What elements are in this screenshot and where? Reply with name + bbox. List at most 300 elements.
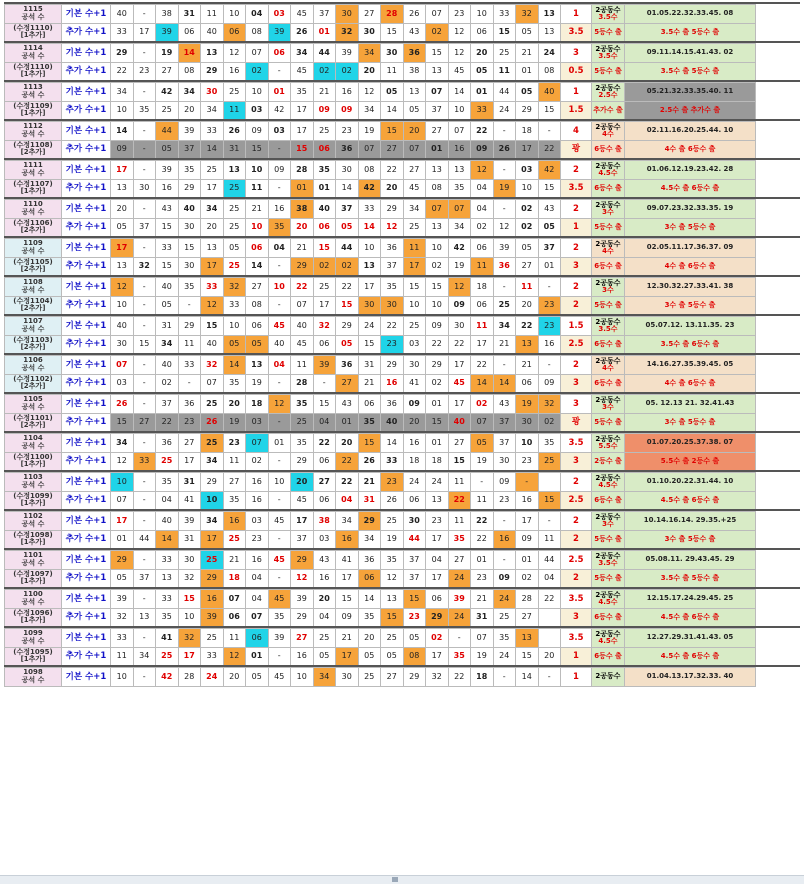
number-cell: 17 [448, 355, 472, 375]
number-cell: 15 [155, 257, 179, 277]
round-label-line: 공석 수 [21, 675, 45, 684]
number-cell: 33 [380, 452, 404, 472]
number-cell: 01 [268, 433, 292, 453]
number-cell: 06 [245, 628, 269, 648]
number-cell: 15 [425, 277, 449, 297]
number-cell: 16 [313, 569, 337, 589]
number-cell: 06 [313, 140, 337, 160]
row-kind-label: 추가 수+1 [61, 257, 111, 277]
round-label-line: 1103 [23, 473, 43, 482]
number-cell: 05 [358, 647, 382, 667]
table-row [4, 140, 800, 159]
bonus-summary [591, 277, 625, 297]
number-cell: 22 [110, 62, 134, 82]
number-cell: 30 [335, 667, 359, 687]
number-cell: 27 [448, 433, 472, 453]
round-label-line: [2추가] [20, 343, 46, 352]
number-cell: 20 [110, 199, 134, 219]
number-cell: 44 [403, 530, 427, 550]
bonus-line: 3수 [602, 285, 614, 294]
number-cell: 42 [538, 160, 562, 180]
number-cell: 25 [403, 218, 427, 238]
number-cell: 12 [448, 43, 472, 63]
round-label-line: 공석 수 [21, 480, 45, 489]
number-cell: 19 [358, 121, 382, 141]
number-cell: 29 [425, 608, 449, 628]
number-cell: 07 [470, 628, 494, 648]
bonus-line: 3.5수 [598, 558, 618, 567]
match-score: 1 [560, 647, 592, 667]
round-label-line: (수정1096) [13, 608, 53, 617]
round-label-line: [1추가] [20, 655, 46, 664]
number-cell: 44 [493, 82, 517, 102]
number-cell: 30 [335, 4, 359, 24]
round-label-line: 1100 [23, 590, 43, 599]
number-cell: 11 [110, 647, 134, 667]
number-cell: 16 [245, 472, 269, 492]
bonus-line: 3.5수 [598, 12, 618, 21]
number-cell: 30 [178, 550, 202, 570]
number-cell: 17 [200, 530, 224, 550]
number-cell: 11 [380, 62, 404, 82]
number-cell: 15 [493, 23, 517, 43]
bonus-line: 6등수 출 [594, 183, 622, 192]
number-cell: 13 [425, 491, 449, 511]
match-score: 2 [560, 238, 592, 258]
number-cell: - [133, 628, 157, 648]
number-cell: 17 [200, 179, 224, 199]
number-cell: 20 [358, 62, 382, 82]
number-cell: 35 [313, 160, 337, 180]
number-cell: 10 [245, 218, 269, 238]
number-cell: 08 [425, 179, 449, 199]
number-cell: 29 [290, 550, 314, 570]
number-cell: 19 [155, 43, 179, 63]
number-cell: - [133, 589, 157, 609]
result-line: 09.07.23.32.33.35. 19 [646, 204, 734, 213]
number-cell: 25 [538, 452, 562, 472]
number-cell: 29 [200, 472, 224, 492]
winning-result [624, 589, 756, 609]
round-label-line: (수정1105) [13, 257, 53, 266]
round-label-line: (수정1109) [13, 101, 53, 110]
number-cell: 40 [110, 4, 134, 24]
number-cell: 11 [223, 452, 247, 472]
number-cell: 13 [515, 335, 539, 355]
round-label [4, 316, 62, 336]
round-label [4, 433, 62, 453]
round-label [4, 608, 62, 628]
number-cell: - [268, 530, 292, 550]
bonus-line: 4수 [602, 246, 614, 255]
number-cell: 30 [358, 296, 382, 316]
number-cell: 08 [538, 62, 562, 82]
number-cell: 09 [425, 316, 449, 336]
result-line: 3수 출 5등수 출 [664, 222, 716, 231]
round-label-line: 공석 수 [21, 51, 45, 60]
table-row [4, 452, 800, 471]
number-cell: 37 [493, 433, 517, 453]
number-cell: 29 [425, 355, 449, 375]
number-cell: 25 [313, 121, 337, 141]
match-score: 2 [560, 355, 592, 375]
number-cell: 26 [403, 4, 427, 24]
number-cell: 39 [493, 238, 517, 258]
round-label [4, 550, 62, 570]
number-cell: 11 [200, 4, 224, 24]
table-row [4, 647, 800, 666]
round-group [4, 431, 800, 470]
number-cell: 40 [448, 413, 472, 433]
number-cell: - [493, 511, 517, 531]
number-cell: 21 [493, 335, 517, 355]
number-cell: 40 [155, 511, 179, 531]
number-cell: 41 [155, 628, 179, 648]
number-cell: 05 [335, 218, 359, 238]
number-cell: 40 [268, 335, 292, 355]
number-cell: 17 [110, 238, 134, 258]
table-row [4, 626, 800, 647]
number-cell: 07 [425, 82, 449, 102]
number-cell: 11 [448, 511, 472, 531]
number-cell: - [313, 374, 337, 394]
bonus-summary [591, 335, 625, 355]
number-cell: 30 [403, 355, 427, 375]
number-cell: 22 [335, 452, 359, 472]
number-cell: 12 [223, 43, 247, 63]
number-cell: 25 [403, 316, 427, 336]
result-line: 01.05.22.32.33.45. 08 [646, 9, 734, 18]
number-cell: - [133, 667, 157, 687]
number-cell: 30 [515, 413, 539, 433]
round-label [4, 374, 62, 394]
number-cell: 22 [335, 277, 359, 297]
number-cell: 42 [155, 667, 179, 687]
match-score: 3.5 [560, 23, 592, 43]
number-cell: 07 [290, 296, 314, 316]
round-label [4, 296, 62, 316]
number-cell: - [133, 277, 157, 297]
number-cell: 19 [380, 530, 404, 550]
number-cell: 05 [245, 335, 269, 355]
round-label-line: 1107 [23, 317, 43, 326]
number-cell: 01 [245, 647, 269, 667]
number-cell: 26 [358, 452, 382, 472]
number-cell: 10 [110, 101, 134, 121]
number-cell: 09 [335, 101, 359, 121]
number-cell: 22 [313, 433, 337, 453]
round-group [4, 197, 800, 236]
number-cell: 07 [448, 121, 472, 141]
number-cell: 29 [515, 101, 539, 121]
number-cell: 23 [403, 608, 427, 628]
round-label-line: [2추가] [20, 304, 46, 313]
number-cell: 32 [313, 316, 337, 336]
number-cell: 30 [380, 43, 404, 63]
number-cell: 23 [493, 491, 517, 511]
bonus-line: 4수 [602, 129, 614, 138]
number-cell: 17 [425, 647, 449, 667]
table-row [4, 413, 800, 432]
number-cell: 29 [358, 511, 382, 531]
bonus-line: 4.5수 [598, 636, 618, 645]
number-cell: 01 [290, 179, 314, 199]
number-cell: 30 [133, 179, 157, 199]
round-label-line: [2추가] [20, 421, 46, 430]
number-cell: - [133, 82, 157, 102]
number-cell: 36 [335, 355, 359, 375]
number-cell: 06 [313, 335, 337, 355]
number-cell: 22 [470, 511, 494, 531]
number-cell: 06 [268, 43, 292, 63]
number-cell: 01 [515, 550, 539, 570]
number-cell: - [178, 374, 202, 394]
round-group [4, 509, 800, 548]
table-row [4, 608, 800, 627]
number-cell: 12 [470, 160, 494, 180]
bonus-line: 4.5수 [598, 597, 618, 606]
number-cell: 43 [313, 550, 337, 570]
number-cell: 17 [470, 335, 494, 355]
number-cell: 11 [223, 101, 247, 121]
table-row [4, 236, 800, 257]
number-cell: 11 [538, 530, 562, 550]
number-cell: - [493, 160, 517, 180]
number-cell: - [268, 62, 292, 82]
number-cell: 25 [313, 277, 337, 297]
bonus-summary [591, 238, 625, 258]
number-cell: 18 [515, 121, 539, 141]
number-cell: 25 [200, 160, 224, 180]
table-row [4, 470, 800, 491]
scrollbar-thumb[interactable] [392, 877, 398, 882]
number-cell: 35 [268, 218, 292, 238]
number-cell: 22 [335, 472, 359, 492]
winning-result [624, 160, 756, 180]
number-cell: - [493, 277, 517, 297]
number-cell: 15 [313, 394, 337, 414]
number-cell: 37 [155, 394, 179, 414]
number-cell: 30 [380, 296, 404, 316]
number-cell: 28 [290, 160, 314, 180]
table-row [4, 119, 800, 140]
number-cell: 33 [110, 23, 134, 43]
number-cell: - [268, 179, 292, 199]
bonus-summary [591, 569, 625, 589]
number-cell: 40 [313, 199, 337, 219]
number-cell: 30 [403, 511, 427, 531]
round-label-line: 1109 [23, 239, 43, 248]
row-kind-label: 추가 수+1 [61, 218, 111, 238]
number-cell: 02 [245, 62, 269, 82]
match-score: 3 [560, 43, 592, 63]
number-cell: 14 [200, 140, 224, 160]
number-cell: 27 [425, 121, 449, 141]
number-cell: 13 [133, 608, 157, 628]
round-label [4, 121, 62, 141]
number-cell: 05 [403, 101, 427, 121]
number-cell: 23 [223, 433, 247, 453]
result-line: 01.07.20.25.37.38. 07 [646, 438, 734, 447]
number-cell: 06 [245, 316, 269, 336]
number-cell: 19 [448, 257, 472, 277]
number-cell: 15 [245, 140, 269, 160]
bonus-line: 5등수 출 [594, 573, 622, 582]
number-cell: 04 [268, 238, 292, 258]
bonus-line: 2공동수 [595, 434, 621, 443]
number-cell: 17 [448, 394, 472, 414]
number-cell: 14 [245, 257, 269, 277]
number-cell: 17 [110, 160, 134, 180]
number-cell: 15 [110, 413, 134, 433]
number-cell: 28 [380, 4, 404, 24]
winning-result [624, 82, 756, 102]
number-cell: 35 [133, 101, 157, 121]
number-cell: 17 [133, 23, 157, 43]
number-cell: 13 [380, 589, 404, 609]
number-cell: 02 [313, 257, 337, 277]
number-cell: 23 [538, 296, 562, 316]
number-cell: 25 [380, 628, 404, 648]
result-line: 12.27.29.31.41.43. 05 [646, 633, 734, 642]
winning-result [624, 43, 756, 63]
number-cell: 33 [493, 4, 517, 24]
number-cell: 04 [155, 491, 179, 511]
number-cell: 15 [335, 589, 359, 609]
number-cell: 12 [110, 277, 134, 297]
number-cell: 39 [290, 589, 314, 609]
row-kind-label: 추가 수+1 [61, 374, 111, 394]
number-cell: 15 [178, 589, 202, 609]
number-cell: 20 [470, 43, 494, 63]
number-cell: 31 [178, 4, 202, 24]
number-cell: 09 [110, 140, 134, 160]
row-kind-label: 추가 수+1 [61, 179, 111, 199]
number-cell: 01 [110, 530, 134, 550]
number-cell: 22 [448, 335, 472, 355]
number-cell: 23 [178, 413, 202, 433]
number-cell: 02 [515, 569, 539, 589]
number-cell: 18 [470, 667, 494, 687]
number-cell: 27 [403, 160, 427, 180]
number-cell: 24 [448, 569, 472, 589]
result-line: 3수 출 5등수 출 [664, 417, 716, 426]
number-cell: 04 [538, 569, 562, 589]
number-cell: 37 [380, 257, 404, 277]
number-cell: 23 [335, 121, 359, 141]
number-cell: 09 [245, 121, 269, 141]
number-cell: 45 [268, 511, 292, 531]
result-line: 4수 출 6등수 출 [664, 144, 716, 153]
number-cell: 23 [425, 511, 449, 531]
number-cell: 23 [380, 335, 404, 355]
number-cell: 13 [448, 160, 472, 180]
number-cell: 20 [290, 472, 314, 492]
number-cell: 35 [380, 550, 404, 570]
number-cell: 34 [335, 511, 359, 531]
number-cell: 22 [448, 491, 472, 511]
number-cell: 36 [155, 433, 179, 453]
number-cell: 05 [223, 238, 247, 258]
number-cell: 27 [290, 628, 314, 648]
row-kind-label: 기본 수+1 [61, 394, 111, 414]
number-cell: 11 [493, 62, 517, 82]
number-cell: 29 [200, 569, 224, 589]
number-cell: 05 [245, 667, 269, 687]
round-group [4, 587, 800, 626]
number-cell: 34 [200, 452, 224, 472]
number-cell: - [538, 277, 562, 297]
number-cell: 37 [403, 550, 427, 570]
number-cell: - [268, 569, 292, 589]
bonus-line: 5등수 출 [594, 534, 622, 543]
number-cell: 44 [133, 530, 157, 550]
round-label [4, 491, 62, 511]
number-cell: 39 [155, 23, 179, 43]
number-cell: 25 [223, 218, 247, 238]
number-cell: 39 [448, 589, 472, 609]
table-row [4, 101, 800, 120]
number-cell: 15 [358, 335, 382, 355]
number-cell: 02 [245, 452, 269, 472]
match-score: 1 [560, 218, 592, 238]
number-cell: 18 [425, 452, 449, 472]
result-line: 2.5수 출 추가수 출 [659, 105, 721, 114]
round-label [4, 589, 62, 609]
number-cell: 45 [268, 550, 292, 570]
number-cell: 32 [223, 277, 247, 297]
number-cell: - [268, 491, 292, 511]
number-cell: 13 [245, 355, 269, 375]
number-cell: 05 [515, 82, 539, 102]
winning-result [624, 569, 756, 589]
bonus-line: 2공동수 [595, 356, 621, 365]
number-cell: 34 [313, 667, 337, 687]
table-row [4, 509, 800, 530]
bonus-line: 5등수 출 [594, 222, 622, 231]
number-cell: 25 [313, 628, 337, 648]
number-cell: - [133, 140, 157, 160]
number-cell: 15 [425, 43, 449, 63]
number-cell: 06 [178, 23, 202, 43]
number-cell: 16 [403, 433, 427, 453]
number-cell: 38 [290, 199, 314, 219]
number-cell: 18 [470, 277, 494, 297]
number-cell: 33 [200, 647, 224, 667]
bonus-summary [591, 628, 625, 648]
number-cell: 27 [515, 608, 539, 628]
number-cell: 06 [313, 491, 337, 511]
round-label [4, 472, 62, 492]
number-cell: 36 [335, 140, 359, 160]
number-cell: 33 [155, 589, 179, 609]
number-cell: 11 [470, 257, 494, 277]
number-cell: - [133, 374, 157, 394]
number-cell: 05 [110, 218, 134, 238]
result-line: 01.10.20.22.31.44. 10 [646, 477, 734, 486]
number-cell: 07 [110, 491, 134, 511]
number-cell: 38 [155, 4, 179, 24]
number-cell: - [493, 199, 517, 219]
number-cell: 45 [290, 491, 314, 511]
number-cell: 05 [403, 628, 427, 648]
bonus-line: 추가수 출 [593, 105, 623, 114]
number-cell: 31 [223, 140, 247, 160]
round-label [4, 82, 62, 102]
bonus-summary [591, 413, 625, 433]
number-cell: 29 [290, 257, 314, 277]
match-score: 3.5 [560, 433, 592, 453]
